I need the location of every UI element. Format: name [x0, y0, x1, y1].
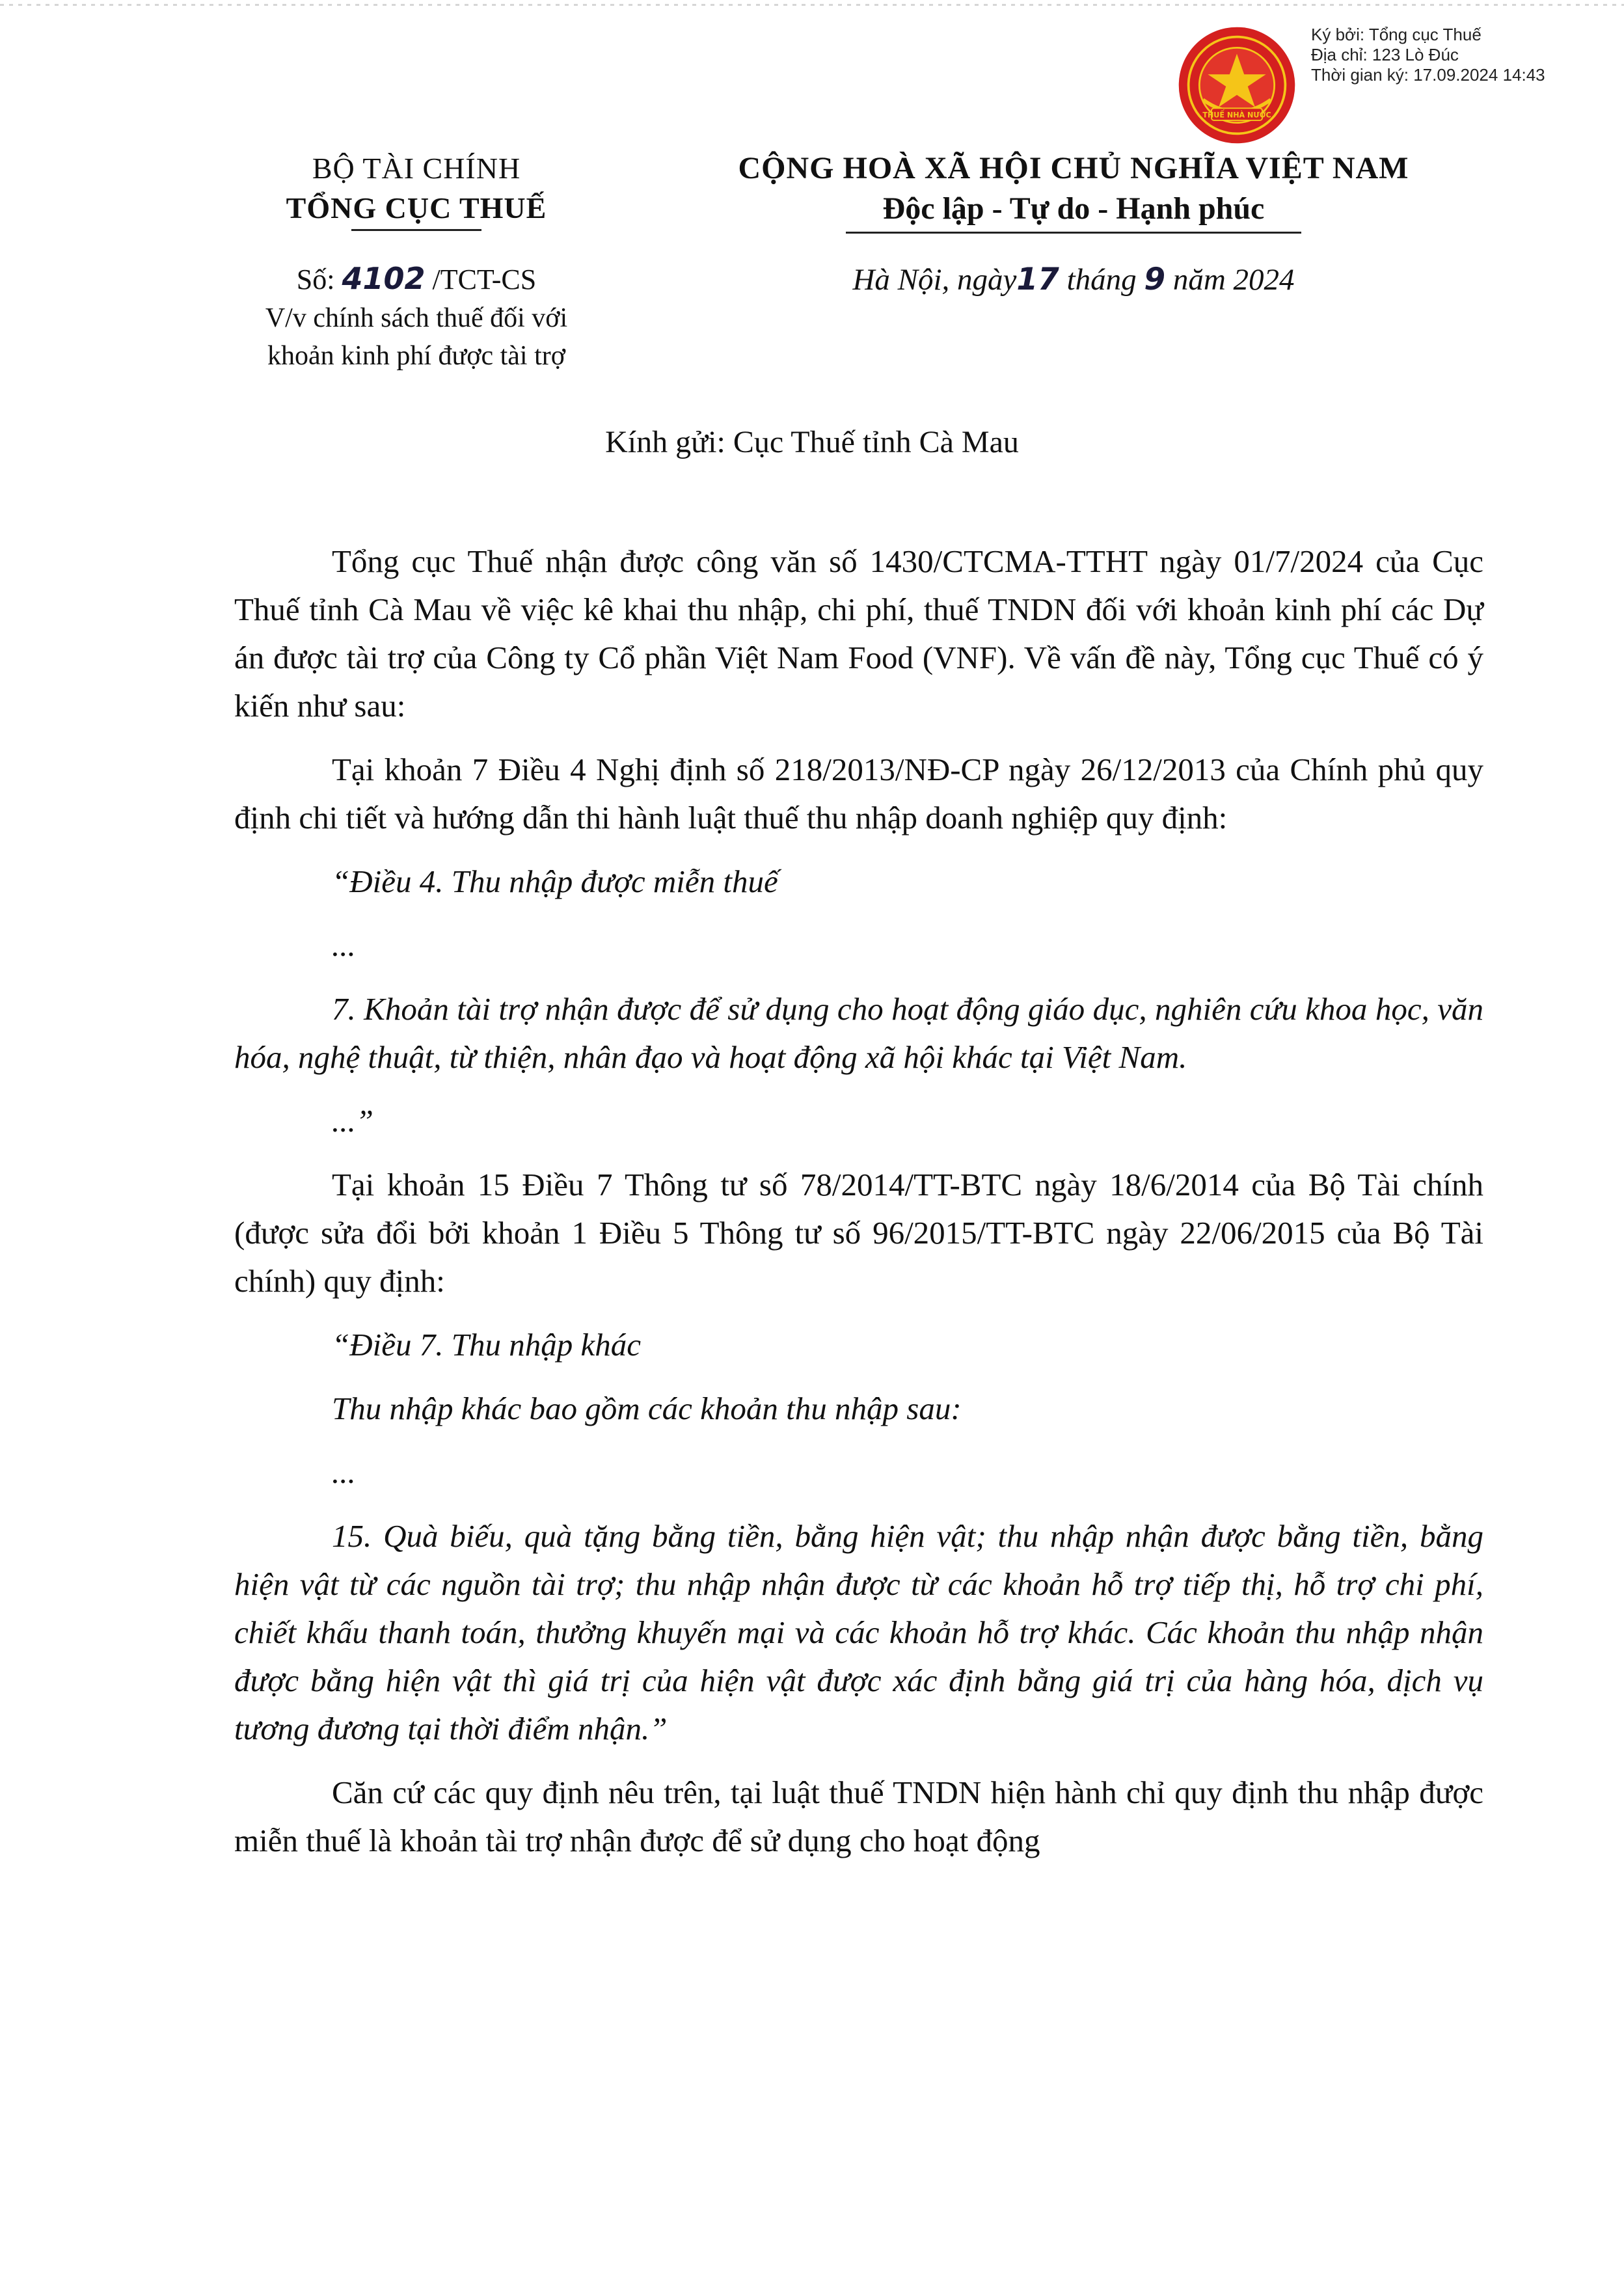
department-name: TỔNG CỤC THUẾ: [286, 191, 547, 224]
letter-body: [234, 537, 1483, 1881]
signed-time: Thời gian ký: 17.09.2024 14:43: [1311, 65, 1545, 85]
date-month-label: tháng: [1066, 263, 1137, 297]
subject-line-2: khoản kinh phí được tài trợ: [267, 341, 565, 371]
signed-by: Ký bởi: Tổng cục Thuế: [1311, 25, 1482, 44]
ministry-name: BỘ TÀI CHÍNH: [312, 152, 521, 185]
paragraph-intro: Tổng cục Thuế nhận được công văn số 1430/CTCMA-TTHT ngày 01/7/2024 của Cục Thuế tỉnh Cà Mau về việc kê khai thu nhập, chi phí, thuế TNDN đối với khoản kinh phí các Dự án được tài trợ của Công ty Cổ phần Việt Nam Food (VNF). Về vấn đề này, Tổng cục Thuế có ý kiến như sau:: [234, 543, 1483, 724]
national-header: [683, 148, 1464, 234]
issuer-header: [215, 148, 618, 231]
quote-2-subtitle: Thu nhập khác bao gồm các khoản thu nhập sau:: [332, 1391, 962, 1426]
subject-line-1: V/v chính sách thuế đối với: [265, 303, 568, 333]
quote-2-title: “Điều 7. Thu nhập khác: [332, 1327, 641, 1363]
quote-2-item: 15. Quà biếu, quà tặng bằng tiền, bằng hiện vật; thu nhập nhận được bằng tiền, bằng hiện vật từ các nguồn tài trợ; thu nhập nhận được từ các khoản hỗ trợ tiếp thị, hỗ trợ chi phí, chiết khấu thanh toán, thưởng khuyến mại và các khoản hỗ trợ khác. Các khoản thu nhập nhận được bằng hiện vật thì giá trị của hiện vật được xác định bằng giá trị của hàng hóa, dịch vụ tương đương tại thời điểm nhận.”: [234, 1518, 1483, 1746]
date-place: Hà Nội, ngày: [852, 263, 1017, 297]
paragraph-decree-reference: Tại khoản 7 Điều 4 Nghị định số 218/2013/NĐ-CP ngày 26/12/2013 của Chính phủ quy định chi tiết và hướng dẫn thi hành luật thuế thu nhập doanh nghiệp quy định:: [234, 752, 1483, 835]
national-motto: Độc lập - Tự do - Hạnh phúc: [882, 191, 1265, 226]
date-month-handwritten: 9: [1144, 262, 1166, 297]
doc-number-handwritten: 4102: [342, 261, 426, 296]
department-underline: [351, 229, 481, 231]
svg-text:THUẾ NHÀ NƯỚC: THUẾ NHÀ NƯỚC: [1202, 111, 1271, 120]
recipient-line: Kính gửi: Cục Thuế tỉnh Cà Mau: [605, 425, 1019, 459]
nation-name: CỘNG HOÀ XÃ HỘI CHỦ NGHĨA VIỆT NAM: [738, 151, 1409, 185]
scan-artifact-line: [0, 4, 1624, 6]
quote-1-title: “Điều 4. Thu nhập được miễn thuế: [332, 863, 778, 899]
date-line: [683, 260, 1464, 299]
motto-underline: [846, 232, 1301, 234]
paragraph-conclusion: Căn cứ các quy định nêu trên, tại luật thuế TNDN hiện hành chỉ quy định thu nhập được miễn thuế là khoản tài trợ nhận được để sử dụng cho hoạt động: [234, 1774, 1483, 1858]
quote-1-item: 7. Khoản tài trợ nhận được để sử dụng cho hoạt động giáo dục, nghiên cứu khoa học, văn hóa, nghệ thuật, từ thiện, nhân đạo và hoạt động xã hội khác tại Việt Nam.: [234, 991, 1483, 1075]
paragraph-circular-reference: Tại khoản 15 Điều 7 Thông tư số 78/2014/TT-BTC ngày 18/6/2014 của Bộ Tài chính (được sửa đổi bởi khoản 1 Điều 5 Thông tư số 96/2015/TT-BTC ngày 22/06/2015 của Bộ Tài chính) quy định:: [234, 1167, 1483, 1299]
doc-number-suffix: /TCT-CS: [432, 264, 537, 295]
signer-address: Địa chỉ: 123 Lò Đúc: [1311, 45, 1459, 64]
tax-seal-icon: [1176, 25, 1297, 146]
quote-2-ellipsis: ...: [332, 1454, 356, 1490]
date-year: năm 2024: [1172, 263, 1295, 297]
date-day-handwritten: 17: [1016, 262, 1059, 297]
document-subject: [195, 299, 638, 375]
doc-number-prefix: Số:: [296, 264, 335, 295]
quote-1-ellipsis: ...: [332, 927, 356, 963]
digital-signature-info: [1311, 25, 1545, 85]
document-number: [215, 260, 618, 298]
quote-1-end: ...”: [332, 1103, 374, 1139]
